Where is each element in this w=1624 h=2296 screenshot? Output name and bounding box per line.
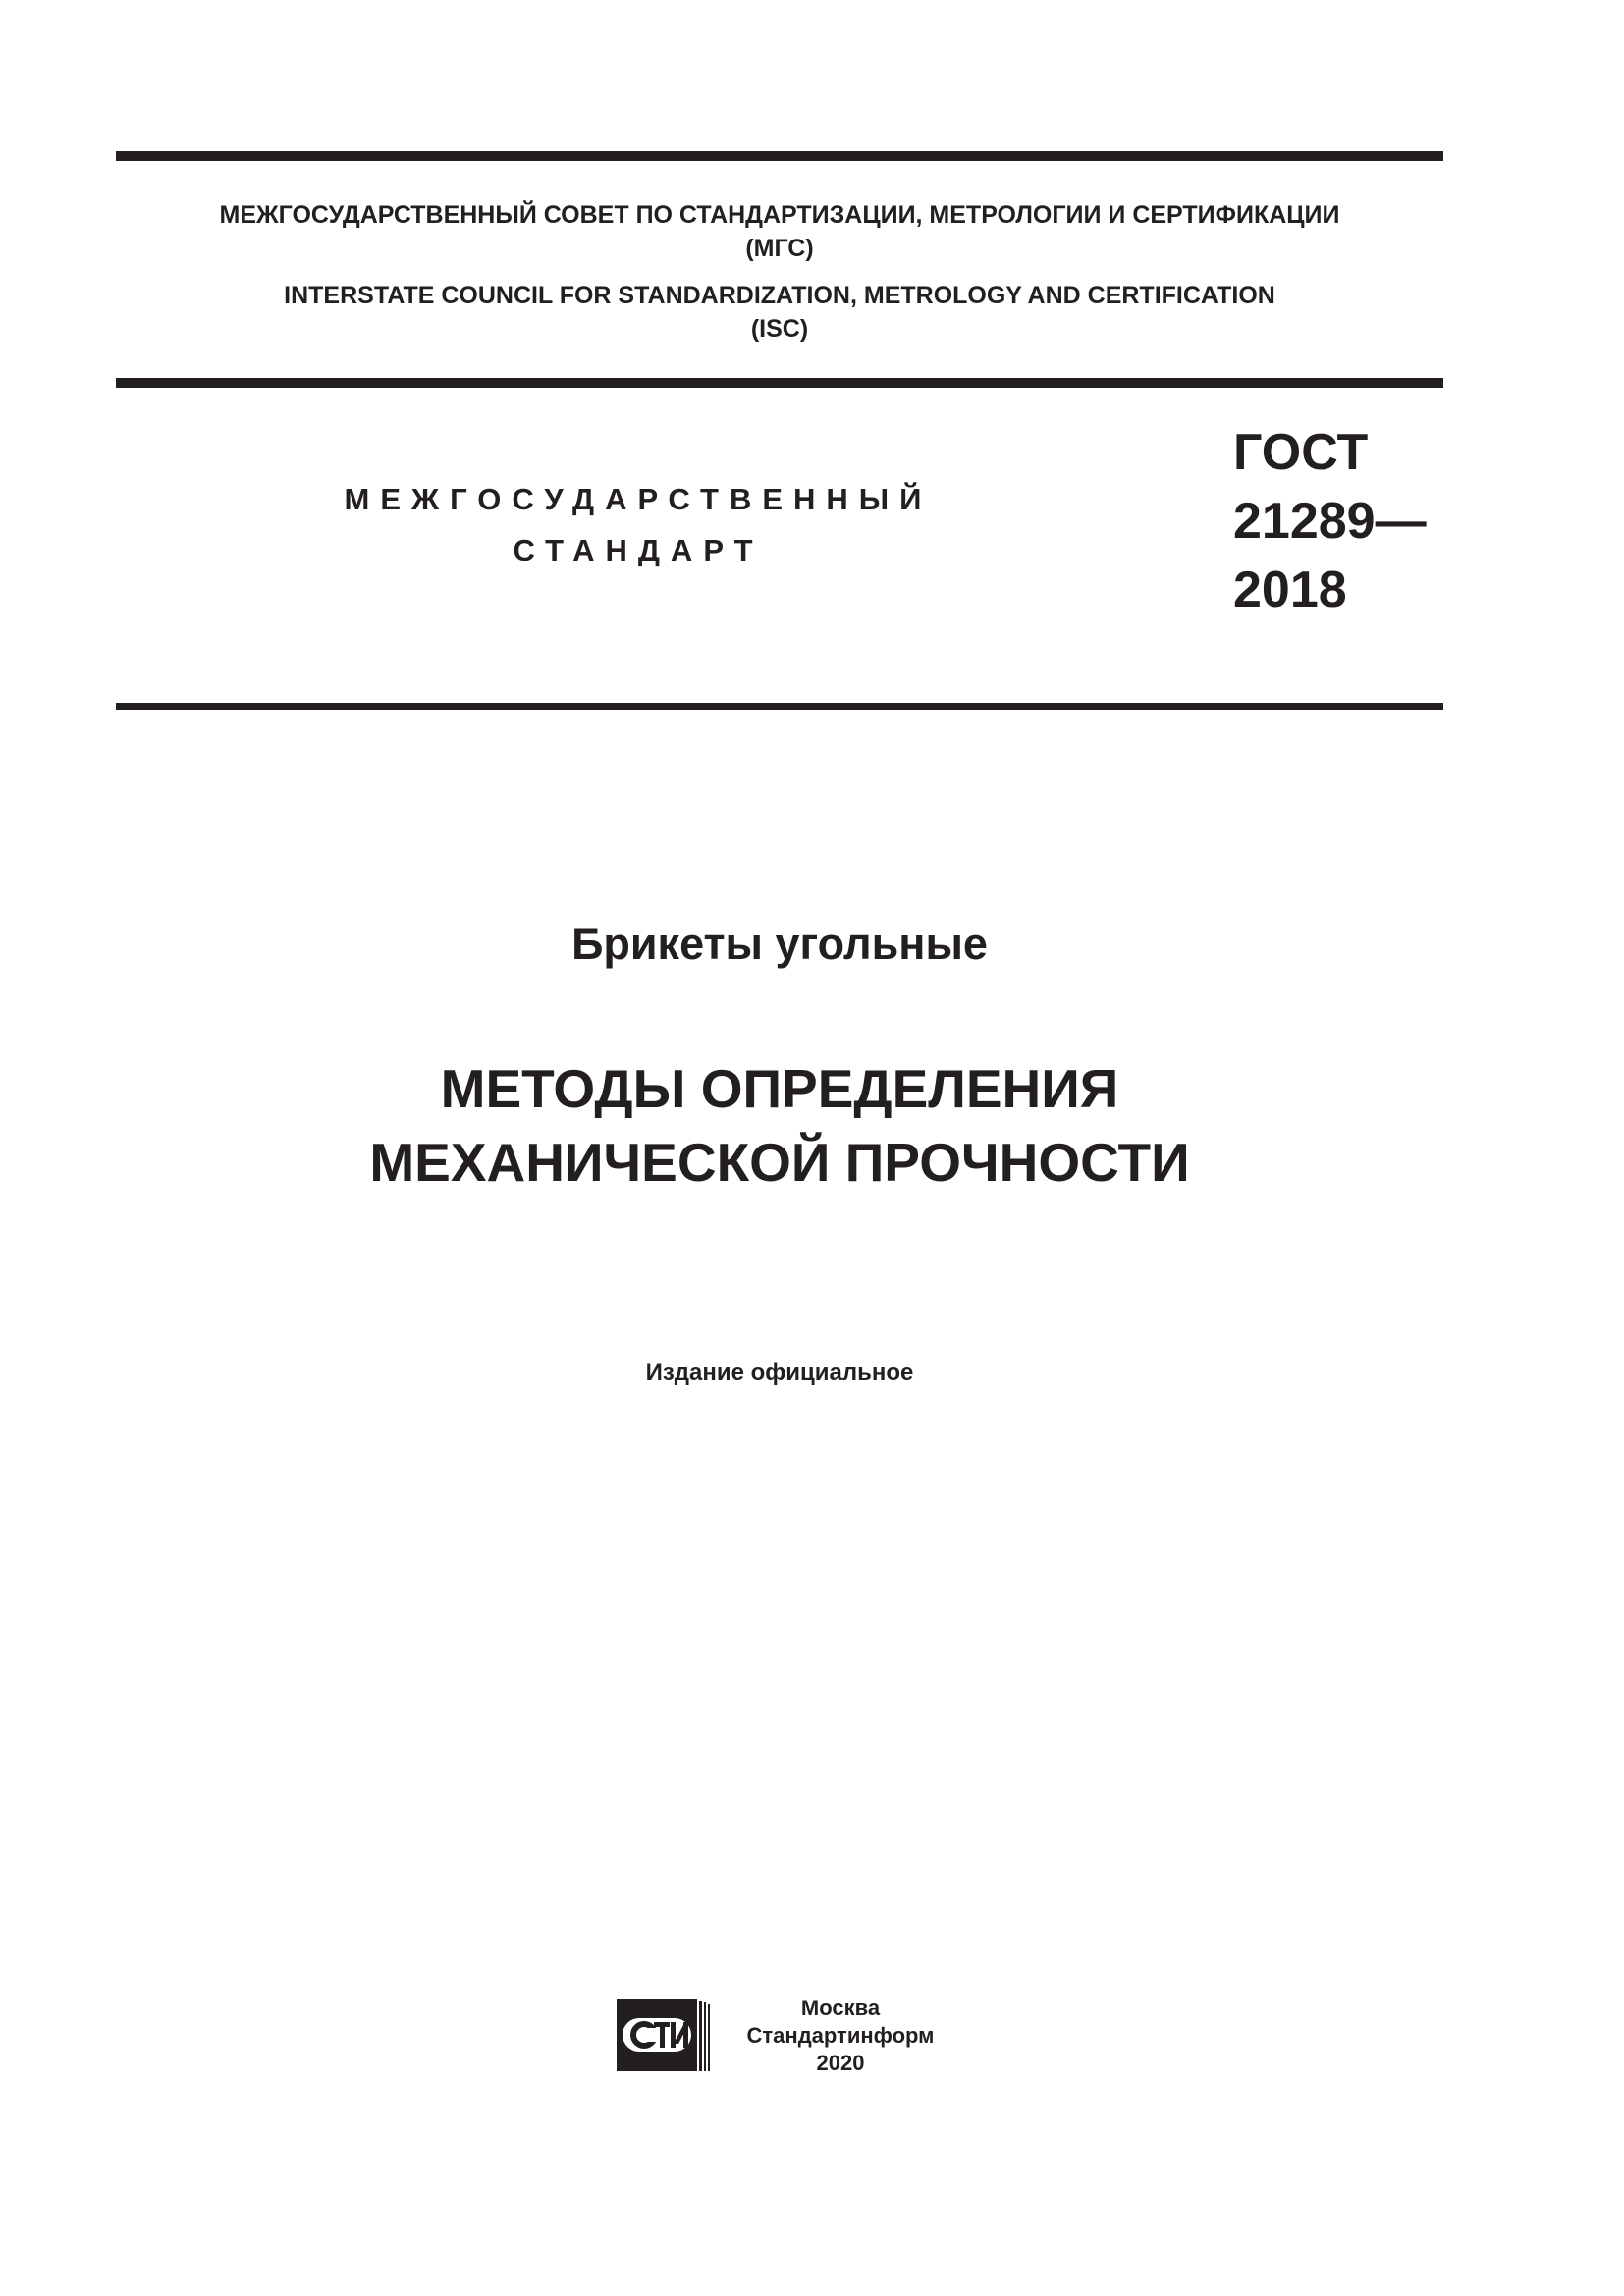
standartinform-logo-icon <box>617 1999 711 2075</box>
standard-code-number: 21289— <box>1233 493 1427 550</box>
publication-year: 2020 <box>816 2051 865 2075</box>
publisher-imprint <box>727 1995 954 2077</box>
publisher-city: Москва <box>800 1996 881 2020</box>
standard-code-year: 2018 <box>1233 561 1347 618</box>
document-title-line-2: МЕХАНИЧЕСКОЙ ПРОЧНОСТИ <box>369 1132 1190 1193</box>
council-name-english-line: INTERSTATE COUNCIL FOR STANDARDIZATION, METROLOGY AND CERTIFICATION <box>284 282 1275 309</box>
council-name-english <box>116 279 1443 346</box>
standard-code-prefix: ГОСТ <box>1233 424 1369 481</box>
document-title <box>116 1052 1443 1200</box>
council-abbreviation-english: (ISC) <box>750 315 809 343</box>
top-divider <box>116 151 1443 161</box>
standard-type-line-2: СТАНДАРТ <box>513 533 764 567</box>
document-subject: Брикеты угольные <box>571 919 988 969</box>
section-divider <box>116 703 1443 710</box>
header-divider <box>116 378 1443 388</box>
standard-type <box>295 474 982 576</box>
council-name-russian-line: МЕЖГОСУДАРСТВЕННЫЙ СОВЕТ ПО СТАНДАРТИЗАЦИИ, МЕТРОЛОГИИ И СЕРТИФИКАЦИИ <box>219 201 1340 229</box>
publisher-name: Стандартинформ <box>746 2023 935 2048</box>
document-title-line-1: МЕТОДЫ ОПРЕДЕЛЕНИЯ <box>440 1058 1119 1119</box>
council-abbreviation-russian: (МГС) <box>745 235 814 262</box>
edition-label: Издание официальное <box>645 1360 914 1386</box>
standard-code <box>1233 418 1427 624</box>
council-name-russian <box>116 198 1443 265</box>
standard-type-line-1: МЕЖГОСУДАРСТВЕННЫЙ <box>344 482 933 516</box>
